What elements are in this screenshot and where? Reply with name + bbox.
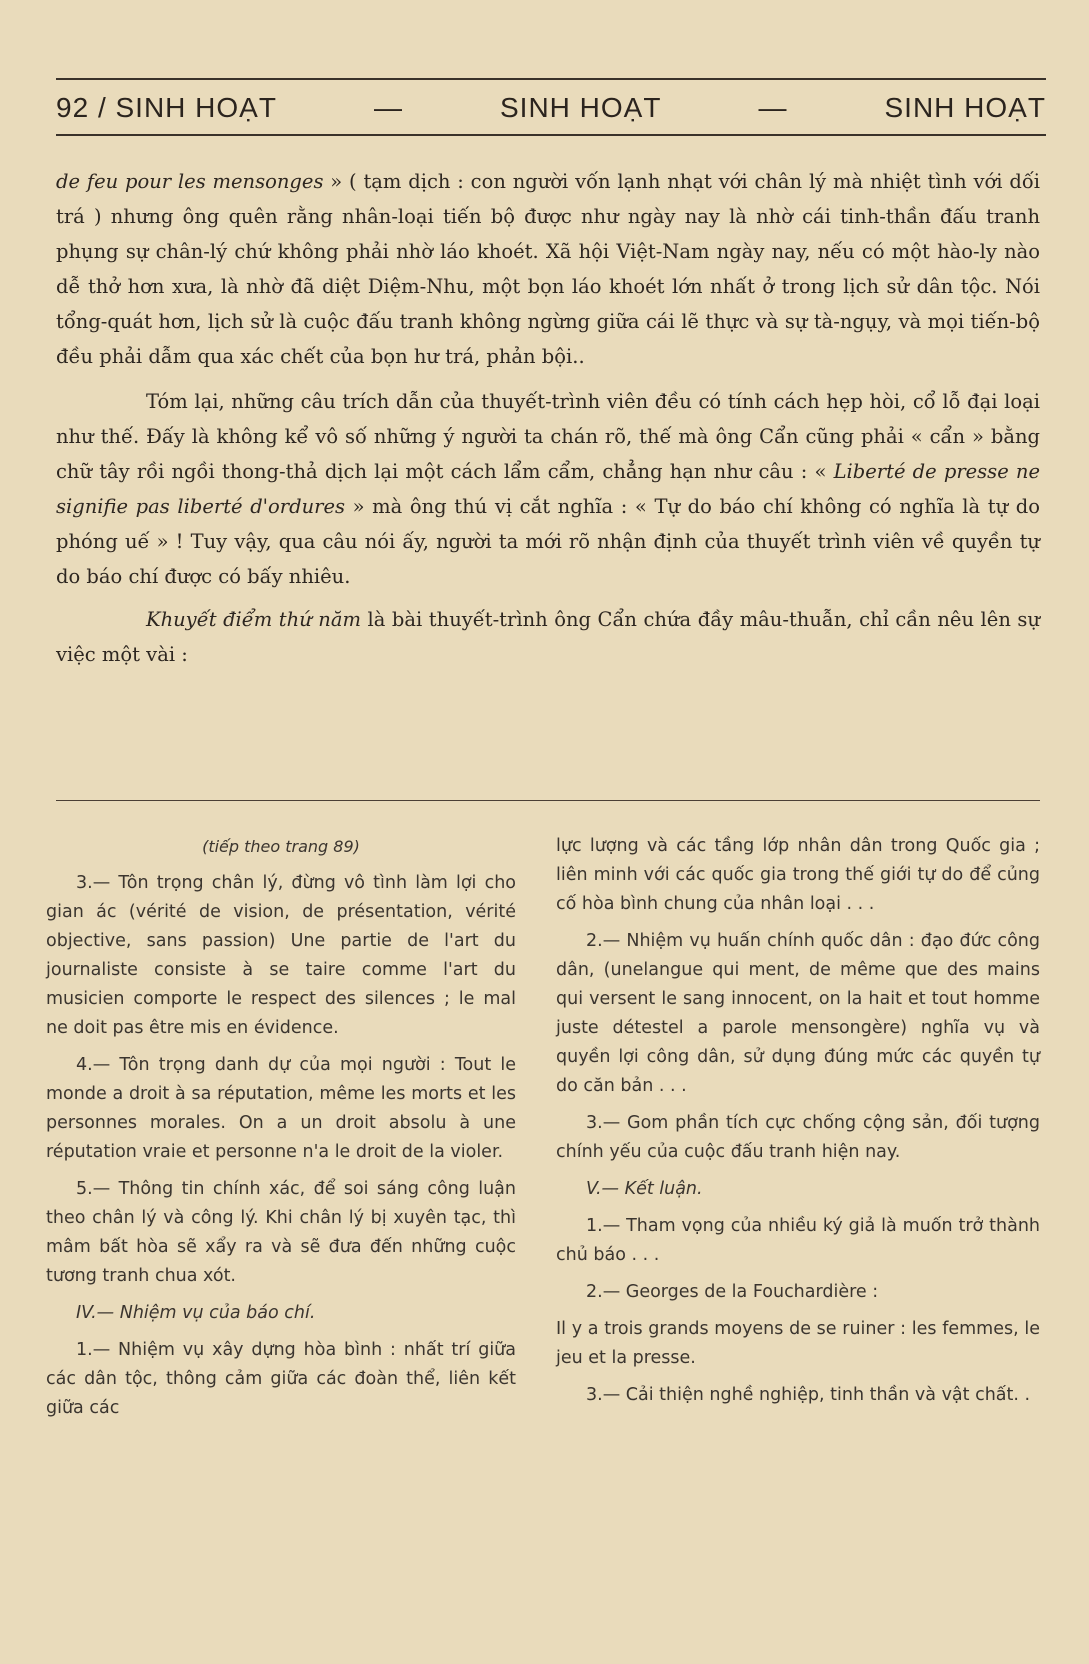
running-header xyxy=(56,86,1046,130)
paragraph-2-italic: Liberté de presse ne signifie pas liberté d'ordures xyxy=(56,460,1040,518)
running-title-2: SINH HOẠT xyxy=(500,92,662,123)
paragraph-3 xyxy=(56,602,1040,672)
continued-note: (tiếp theo trang 89) xyxy=(202,837,360,856)
paragraph-1 xyxy=(56,164,1040,374)
section-iv-item-3: 3.— Gom phần tích cực chống cộng sản, đối tượng chính yếu của cuộc đấu tranh hiện nay. xyxy=(556,1113,1040,1162)
section-heading-iv: IV.— Nhiệm vụ của báo chí. xyxy=(76,1303,316,1323)
running-title-3: SINH HOẠT xyxy=(884,92,1046,123)
paragraph-2-text-a: Tóm lại, những câu trích dẫn của thuyết-trình viên đều có tính cách hẹp hòi, cổ lỗ đại loại như thế. Đấy là không kể vô số những ý người ta chán rõ, thế mà ông Cẩn cũng phải « cẩn » bằng chữ tây rồi ngồi thong-thả dịch lại một cách lẩm cẩm, chẳng hạn như câu : « xyxy=(56,390,1040,483)
list-item-5: 5.— Thông tin chính xác, để soi sáng công luận theo chân lý và công lý. Khi chân lý bị xuyên tạc, thì mâm bất hòa sẽ xẩy ra và sẽ đưa đến những cuộc tương tranh chua xót. xyxy=(46,1179,516,1286)
header-bottom-rule xyxy=(56,134,1046,136)
section-iv-item-2: 2.— Nhiệm vụ huấn chính quốc dân : đạo đức công dân, (unelangue qui ment, de même que des mains qui versent le sang innocent, on la hait et tout homme juste détestel a parole mensongère) nghĩa vụ và quyền lợi công dân, sử dụng đúng mức các quyền tự do căn bản . . . xyxy=(556,931,1040,1096)
header-dash-2: — xyxy=(758,92,788,123)
paragraph-3-text: là bài thuyết-trình ông Cẩn chứa đầy mâu-thuẫn, chỉ cần nêu lên sự việc một vài : xyxy=(56,608,1040,666)
paragraph-2 xyxy=(56,384,1040,594)
header-top-rule xyxy=(56,78,1046,80)
list-item-4: 4.— Tôn trọng danh dự của mọi người : Tout le monde a droit à sa réputation, même les morts et les personnes morales. On a un droit absolu à une réputation vraie et personne n'a le droit de la violer. xyxy=(46,1055,516,1162)
paragraph-3-italic: Khuyết điểm thứ năm xyxy=(146,608,361,631)
running-title-1: SINH HOẠT xyxy=(115,92,277,123)
section-heading-v: V.— Kết luận. xyxy=(586,1179,703,1199)
header-dash-1: — xyxy=(373,92,403,123)
left-column xyxy=(46,832,516,1431)
list-item-3: 3.— Tôn trọng chân lý, đừng vô tình làm lợi cho gian ác (vérité de vision, de présentation, vérité objective, sans passion) Une partie de l'art du journaliste consiste à se taire comme l'art du musicien comporte le respect des silences ; le mal ne doit pas être mis en évidence. xyxy=(46,873,516,1038)
continued-text: lực lượng và các tầng lớp nhân dân trong Quốc gia ; liên minh với các quốc gia trong thế giới tự do để củng cố hòa bình chung của nhân loại . . . xyxy=(556,836,1040,914)
section-v-item-2: 2.— Georges de la Fouchardière : xyxy=(586,1282,879,1302)
paragraph-2-text-b: » mà ông thú vị cắt nghĩa : « Tự do báo chí không có nghĩa là tự do phóng uế » ! Tuy vậy, qua câu nói ấy, người ta mới rõ nhận định của thuyết trình viên về quyền tự do báo chí được có bấy nhiêu. xyxy=(56,495,1040,588)
main-article-text xyxy=(56,164,1040,672)
section-v-item-1: 1.— Tham vọng của nhiều ký giả là muốn trở thành chủ báo . . . xyxy=(556,1216,1040,1265)
paragraph-1-italic: de feu pour les mensonges xyxy=(56,170,324,193)
section-v-item-3: 3.— Cải thiện nghề nghiệp, tinh thần và vật chất. . xyxy=(586,1385,1031,1405)
section-divider xyxy=(56,800,1040,801)
paragraph-1-text: » ( tạm dịch : con người vốn lạnh nhạt với chân lý mà nhiệt tình với dối trá ) nhưng ông quên rằng nhân-loại tiến bộ được như ngày nay là nhờ cái tinh-thần đấu tranh phụng sự chân-lý chứ không phải nhờ láo khoét. Xã hội Việt-Nam ngày nay, nếu có một hào-ly nào dễ thở hơn xưa, là nhờ đã diệt Diệm-Nhu, một bọn láo khoét lớn nhất ở trong lịch sử dân tộc. Nói tổng-quát hơn, lịch sử là cuộc đấu tranh không ngừng giữa cái lẽ thực và sự tà-ngụy, và mọi tiến-bộ đều phải dẫm qua xác chết của bọn hư trá, phản bội.. xyxy=(56,170,1040,368)
right-column xyxy=(556,832,1040,1418)
page-number-block xyxy=(56,92,277,124)
header-separator: / xyxy=(97,92,107,123)
page-number: 92 xyxy=(56,92,90,123)
section-iv-item-1: 1.— Nhiệm vụ xây dựng hòa bình : nhất trí giữa các dân tộc, thông cảm giữa các đoàn thể, liên kết giữa các xyxy=(46,1340,516,1418)
section-v-quote: Il y a trois grands moyens de se ruiner : les femmes, le jeu et la presse. xyxy=(556,1319,1040,1368)
